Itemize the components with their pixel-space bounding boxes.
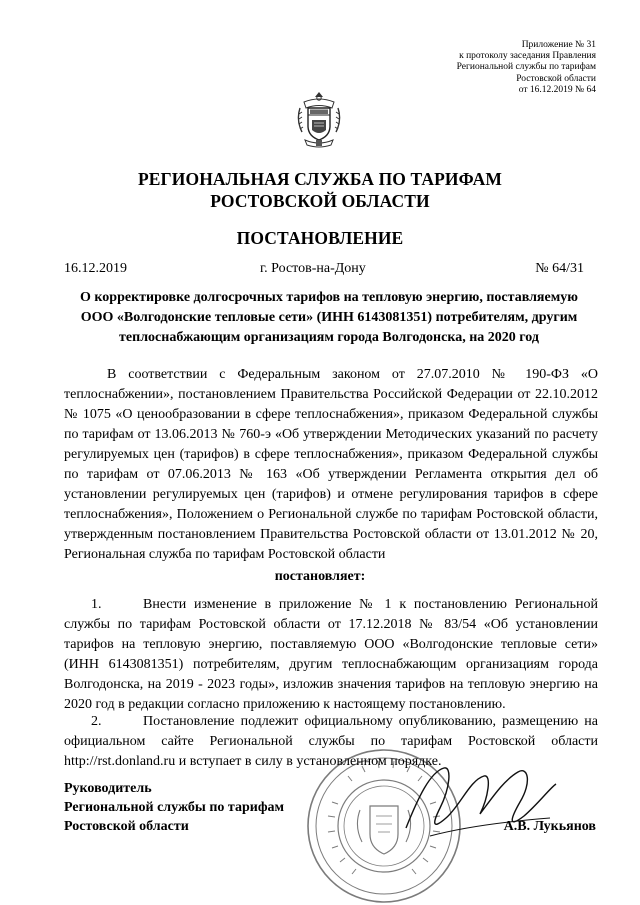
appendix-line: Приложение № 31 — [521, 40, 596, 50]
position-line: Руководитель — [64, 781, 152, 796]
appendix-line: от 16.12.2019 № 64 — [518, 84, 596, 95]
document-city: г. Ростов-на-Дону — [260, 261, 366, 276]
document-meta — [64, 259, 584, 279]
appendix-line: Региональной службы по тарифам — [456, 62, 596, 73]
signatory-name: А.В. Лукьянов — [503, 819, 596, 834]
document-subject: О корректировке долгосрочных тарифов на тепловую энергию, поставляемую ООО «Волгодонские тепловые сети» (ИНН 6143081351) потребителям, другим теплоснабжающим организациям города Волгодонска, на 2020 год — [80, 290, 578, 345]
document-number: № 64/31 — [535, 261, 584, 276]
appendix-line: к протоколу заседания Правления — [459, 51, 596, 62]
item-text: Внести изменение в приложение № 1 к постановлению Региональной службы по тарифам Ростовской области от 17.12.2018 № 83/54 «Об установлении тарифов на тепловую энергию, поставляемую ООО «Волгодонские тепловые сети» (ИНН 6143081351) потребителям, другим теплоснабжающим организациям города Волгодонска, на 2019 - 2023 годы», изложив значения тарифов на тепловую энергию на 2020 год в редакции согласно приложению к настоящему постановлению. — [64, 597, 598, 712]
document-type: ПОСТАНОВЛЕНИЕ — [236, 228, 404, 248]
item-text: Постановление подлежит официальному опубликованию, размещению на официальном сайте Региональной службы по тарифам Ростовской области http://rst.donland.ru и вступает в силу в установленном порядке. — [64, 714, 598, 769]
item-number: 2. — [91, 714, 102, 729]
decree-item — [64, 595, 598, 715]
position-line: Ростовской области — [64, 819, 189, 834]
document-date: 16.12.2019 — [64, 261, 127, 276]
signatory-position — [64, 779, 284, 836]
decrees-word: постановляет: — [274, 569, 366, 584]
agency-title-line2: РОСТОВСКОЙ ОБЛАСТИ — [210, 191, 430, 211]
appendix-note — [457, 40, 596, 96]
position-line: Региональной службы по тарифам — [64, 800, 285, 815]
agency-title-line1: РЕГИОНАЛЬНАЯ СЛУЖБА ПО ТАРИФАМ — [137, 169, 502, 189]
preamble-paragraph: В соответствии с Федеральным законом от 27.07.2010 № 190-ФЗ «О теплоснабжении», постановлением Правительства Российской Федерации от 22.10.2012 № 1075 «О ценообразовании в сфере теплоснабжения», приказом Федеральной службы по тарифам от 13.06.2013 № 760-э «Об утверждении Методических указаний по расчету регулируемых цен (тарифов) в сфере теплоснабжения», приказом Федеральной службы по тарифам от 07.06.2013 № 163 «Об утверждении Регламента открытия дел об установлении регулируемых цен (тарифов) и отмене регулирования тарифов в сфере теплоснабжения», Положением о Региональной службе по тарифам Ростовской области, утвержденным постановлением Правительства Ростовской области от 13.01.2012 № 20, Региональная служба по тарифам Ростовской области — [64, 367, 598, 562]
coat-of-arms-icon — [296, 90, 342, 150]
appendix-line: Ростовской области — [516, 73, 596, 84]
item-number: 1. — [91, 597, 102, 612]
